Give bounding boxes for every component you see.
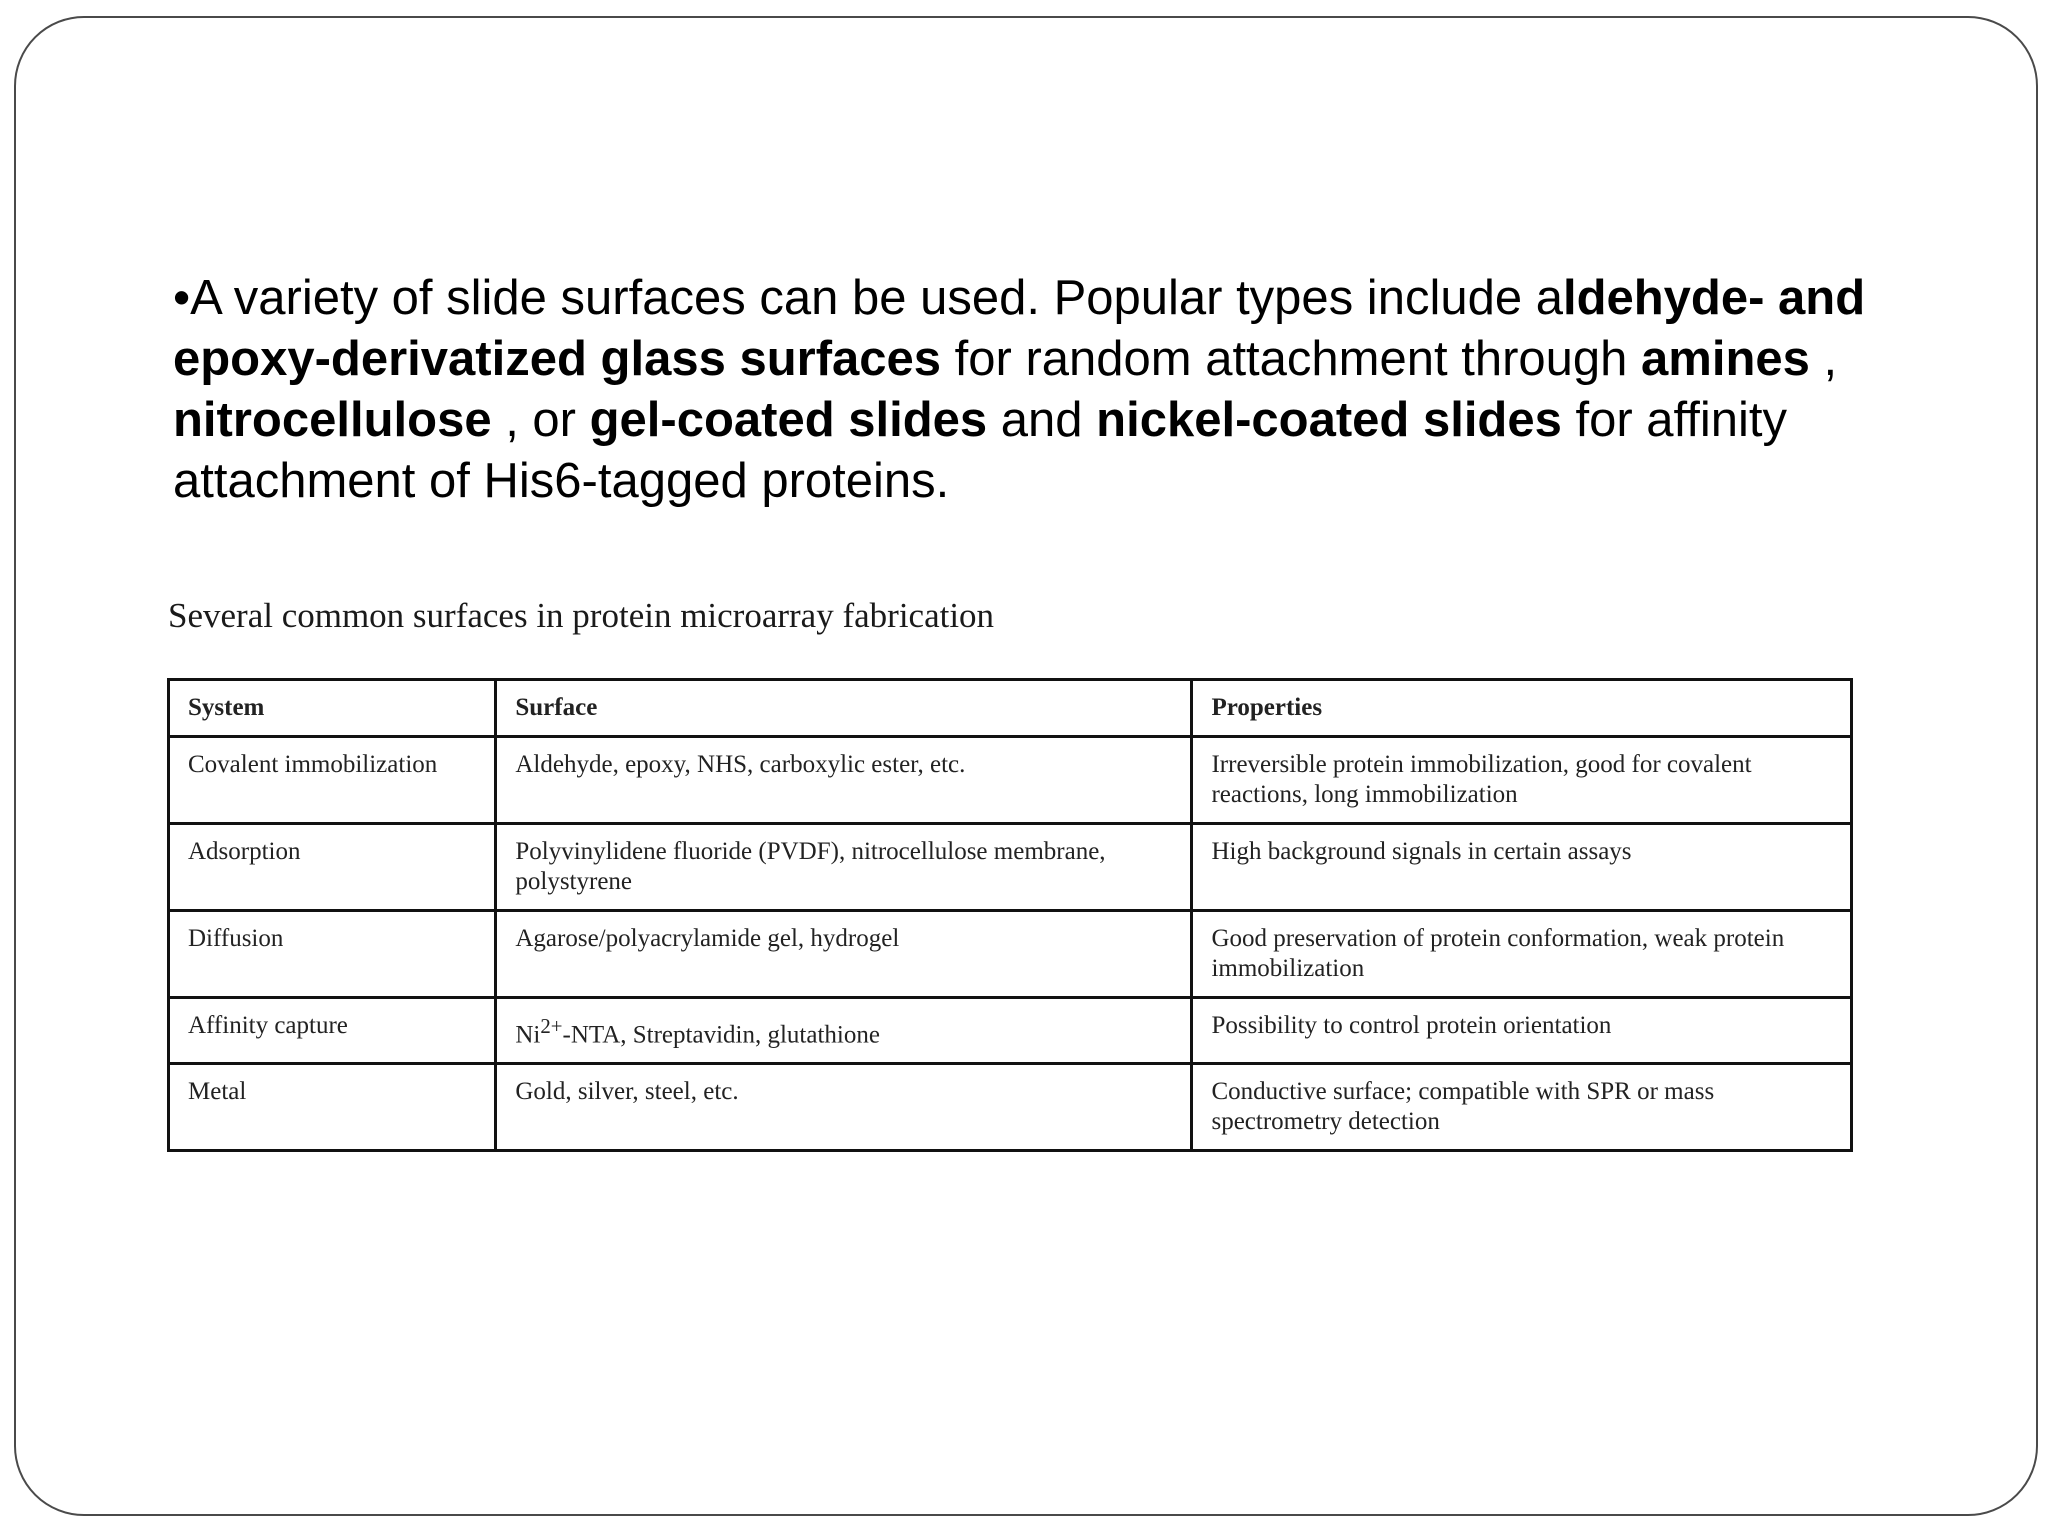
cell-system: Affinity capture (169, 998, 496, 1064)
surface-table (167, 678, 1853, 1152)
bullet-bold-nitrocellulose: nitrocellulose (173, 393, 492, 447)
cell-system: Adsorption (169, 824, 496, 911)
surface-ni-charge: 2+ (540, 1014, 563, 1038)
table-row (169, 737, 1852, 824)
cell-surface: Aldehyde, epoxy, NHS, carboxylic ester, etc. (496, 737, 1192, 824)
bullet-text-part: for affinity attachment of His6-tagged proteins. (173, 393, 1788, 508)
cell-system: Covalent immobilization (169, 737, 496, 824)
bullet-bold-gel-coated: gel-coated slides (589, 393, 988, 447)
bullet-text-part: for random attachment through (941, 332, 1642, 386)
cell-surface (496, 998, 1192, 1064)
header-surface: Surface (496, 680, 1192, 737)
table-header-row (169, 680, 1852, 737)
header-properties: Properties (1192, 680, 1852, 737)
slide-frame (14, 16, 2038, 1516)
cell-properties: Good preservation of protein conformation, weak protein immobilization (1192, 911, 1852, 998)
cell-surface: Gold, silver, steel, etc. (496, 1064, 1192, 1151)
surface-ni: Ni (515, 1021, 541, 1049)
bullet-text-part: , (1809, 332, 1838, 386)
bullet-bold-nickel-coated: nickel-coated slides (1096, 393, 1562, 447)
header-system: System (169, 680, 496, 737)
bullet-text-part: A variety of slide surfaces can be used. Popular types include a (190, 271, 1563, 325)
table-row (169, 998, 1852, 1064)
cell-properties: Conductive surface; compatible with SPR or mass spectrometry detection (1192, 1064, 1852, 1151)
surface-nta-rest: -NTA, Streptavidin, glutathione (562, 1021, 880, 1049)
bullet-bold-aldehyde-epoxy: ldehyde- and epoxy-derivatized glass surfaces (173, 271, 1866, 386)
cell-system: Diffusion (169, 911, 496, 998)
cell-properties: High background signals in certain assays (1192, 824, 1852, 911)
bullet-text-part: and (987, 393, 1097, 447)
cell-surface: Polyvinylidene fluoride (PVDF), nitrocellulose membrane, polystyrene (496, 824, 1192, 911)
table-caption: Several common surfaces in protein microarray fabrication (168, 596, 995, 635)
bullet-bold-amines: amines (1641, 332, 1810, 386)
cell-surface: Agarose/polyacrylamide gel, hydrogel (496, 911, 1192, 998)
bullet-paragraph (173, 268, 1913, 512)
cell-system: Metal (169, 1064, 496, 1151)
cell-properties: Irreversible protein immobilization, good for covalent reactions, long immobilization (1192, 737, 1852, 824)
bullet-text-part: , or (491, 393, 590, 447)
table-row (169, 1064, 1852, 1151)
bullet-marker: • (173, 271, 191, 325)
table-row (169, 824, 1852, 911)
cell-properties: Possibility to control protein orientation (1192, 998, 1852, 1064)
table-row (169, 911, 1852, 998)
